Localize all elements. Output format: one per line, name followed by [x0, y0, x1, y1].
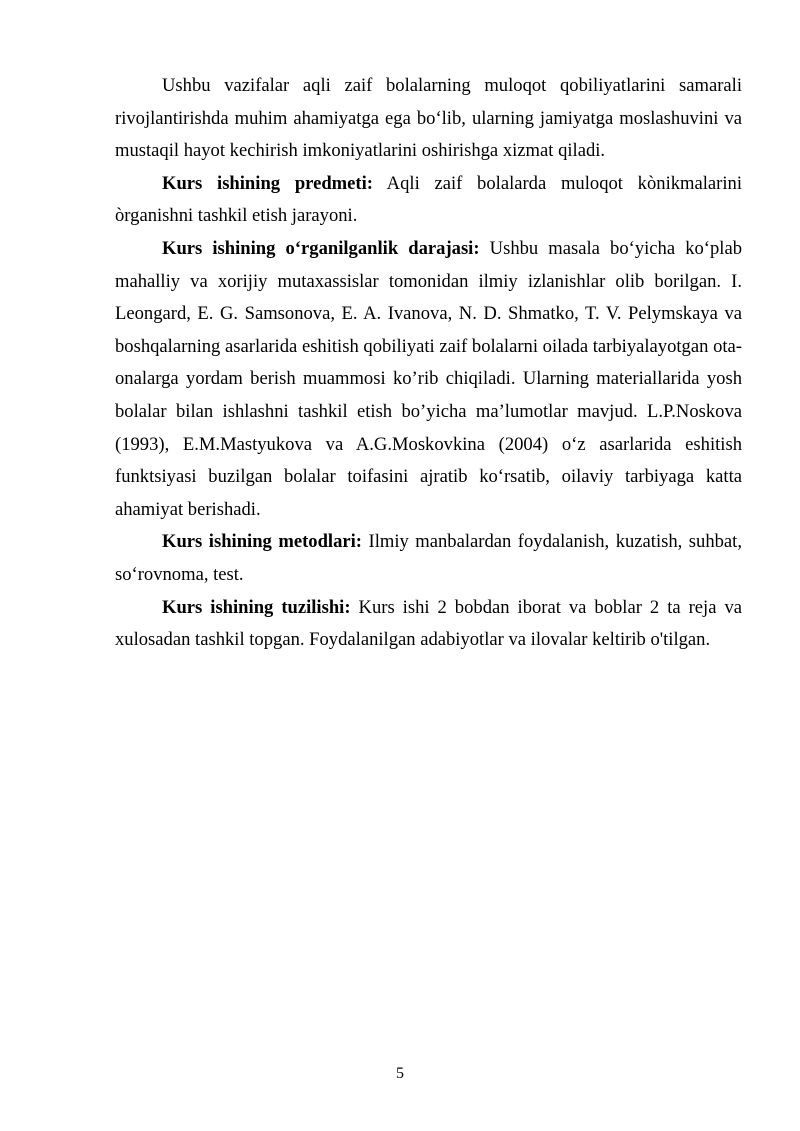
paragraph-text: Kurs ishi 2 bobdan iborat va boblar 2 ta reja va xulosadan tashkil topgan. Foydalanilgan adabiyotlar va ilovalar keltirib o'tilgan.: [115, 596, 742, 651]
paragraph-lead: Kurs ishining oʻrganilganlik darajasi:: [162, 237, 480, 259]
paragraph-methods: [115, 526, 742, 591]
paragraph-text: Ushbu masala boʻyicha koʻplab mahalliy va xorijiy mutaxassislar tomonidan ilmiy izlanishlar olib borilgan. I. Leongard, E. G. Samsonova, E. A. Ivanova, N. D. Shmatko, T. V. Pelymskaya va boshqalarning asarlarida eshitish qobiliyati zaif bolalarni oilada tarbiyalayotgan ota-onalarga yordam berish muammosi ko’rib chiqiladi. Ularning materiallarida yosh bolalar bilan ishlashni tashkil etish bo’yicha ma’lumotlar mavjud. L.P.Noskova (1993), E.M.Mastyukova va A.G.Moskovkina (2004) oʻz asarlarida eshitish funktsiyasi buzilgan bolalar toifasini ajratib koʻrsatib, oilaviy tarbiyaga katta ahamiyat berishadi.: [115, 237, 742, 520]
document-body: [115, 70, 742, 657]
paragraph-lead: Kurs ishining tuzilishi:: [162, 596, 351, 618]
paragraph-lead: Kurs ishining metodlari:: [162, 531, 362, 553]
paragraph-structure: [115, 592, 742, 657]
paragraph-text: Aqli zaif bolalarda muloqot kònikmalarini òrganishni tashkil etish jarayoni.: [115, 172, 742, 227]
paragraph-study-level: [115, 233, 742, 526]
paragraph-intro: [115, 70, 742, 168]
page-number: 5: [396, 1065, 404, 1082]
paragraph-text: Ushbu vazifalar aqli zaif bolalarning muloqot qobiliyatlarini samarali rivojlantirishda muhim ahamiyatga ega boʻlib, ularning jamiyatga moslashuvini va mustaqil hayot kechirish imkoniyatlarini oshirishga xizmat qiladi.: [115, 75, 742, 162]
paragraph-text: Ilmiy manbalardan foydalanish, kuzatish, suhbat, soʻrovnoma, test.: [115, 531, 743, 585]
paragraph-subject: [115, 168, 742, 233]
paragraph-lead: Kurs ishining predmeti:: [162, 172, 373, 194]
